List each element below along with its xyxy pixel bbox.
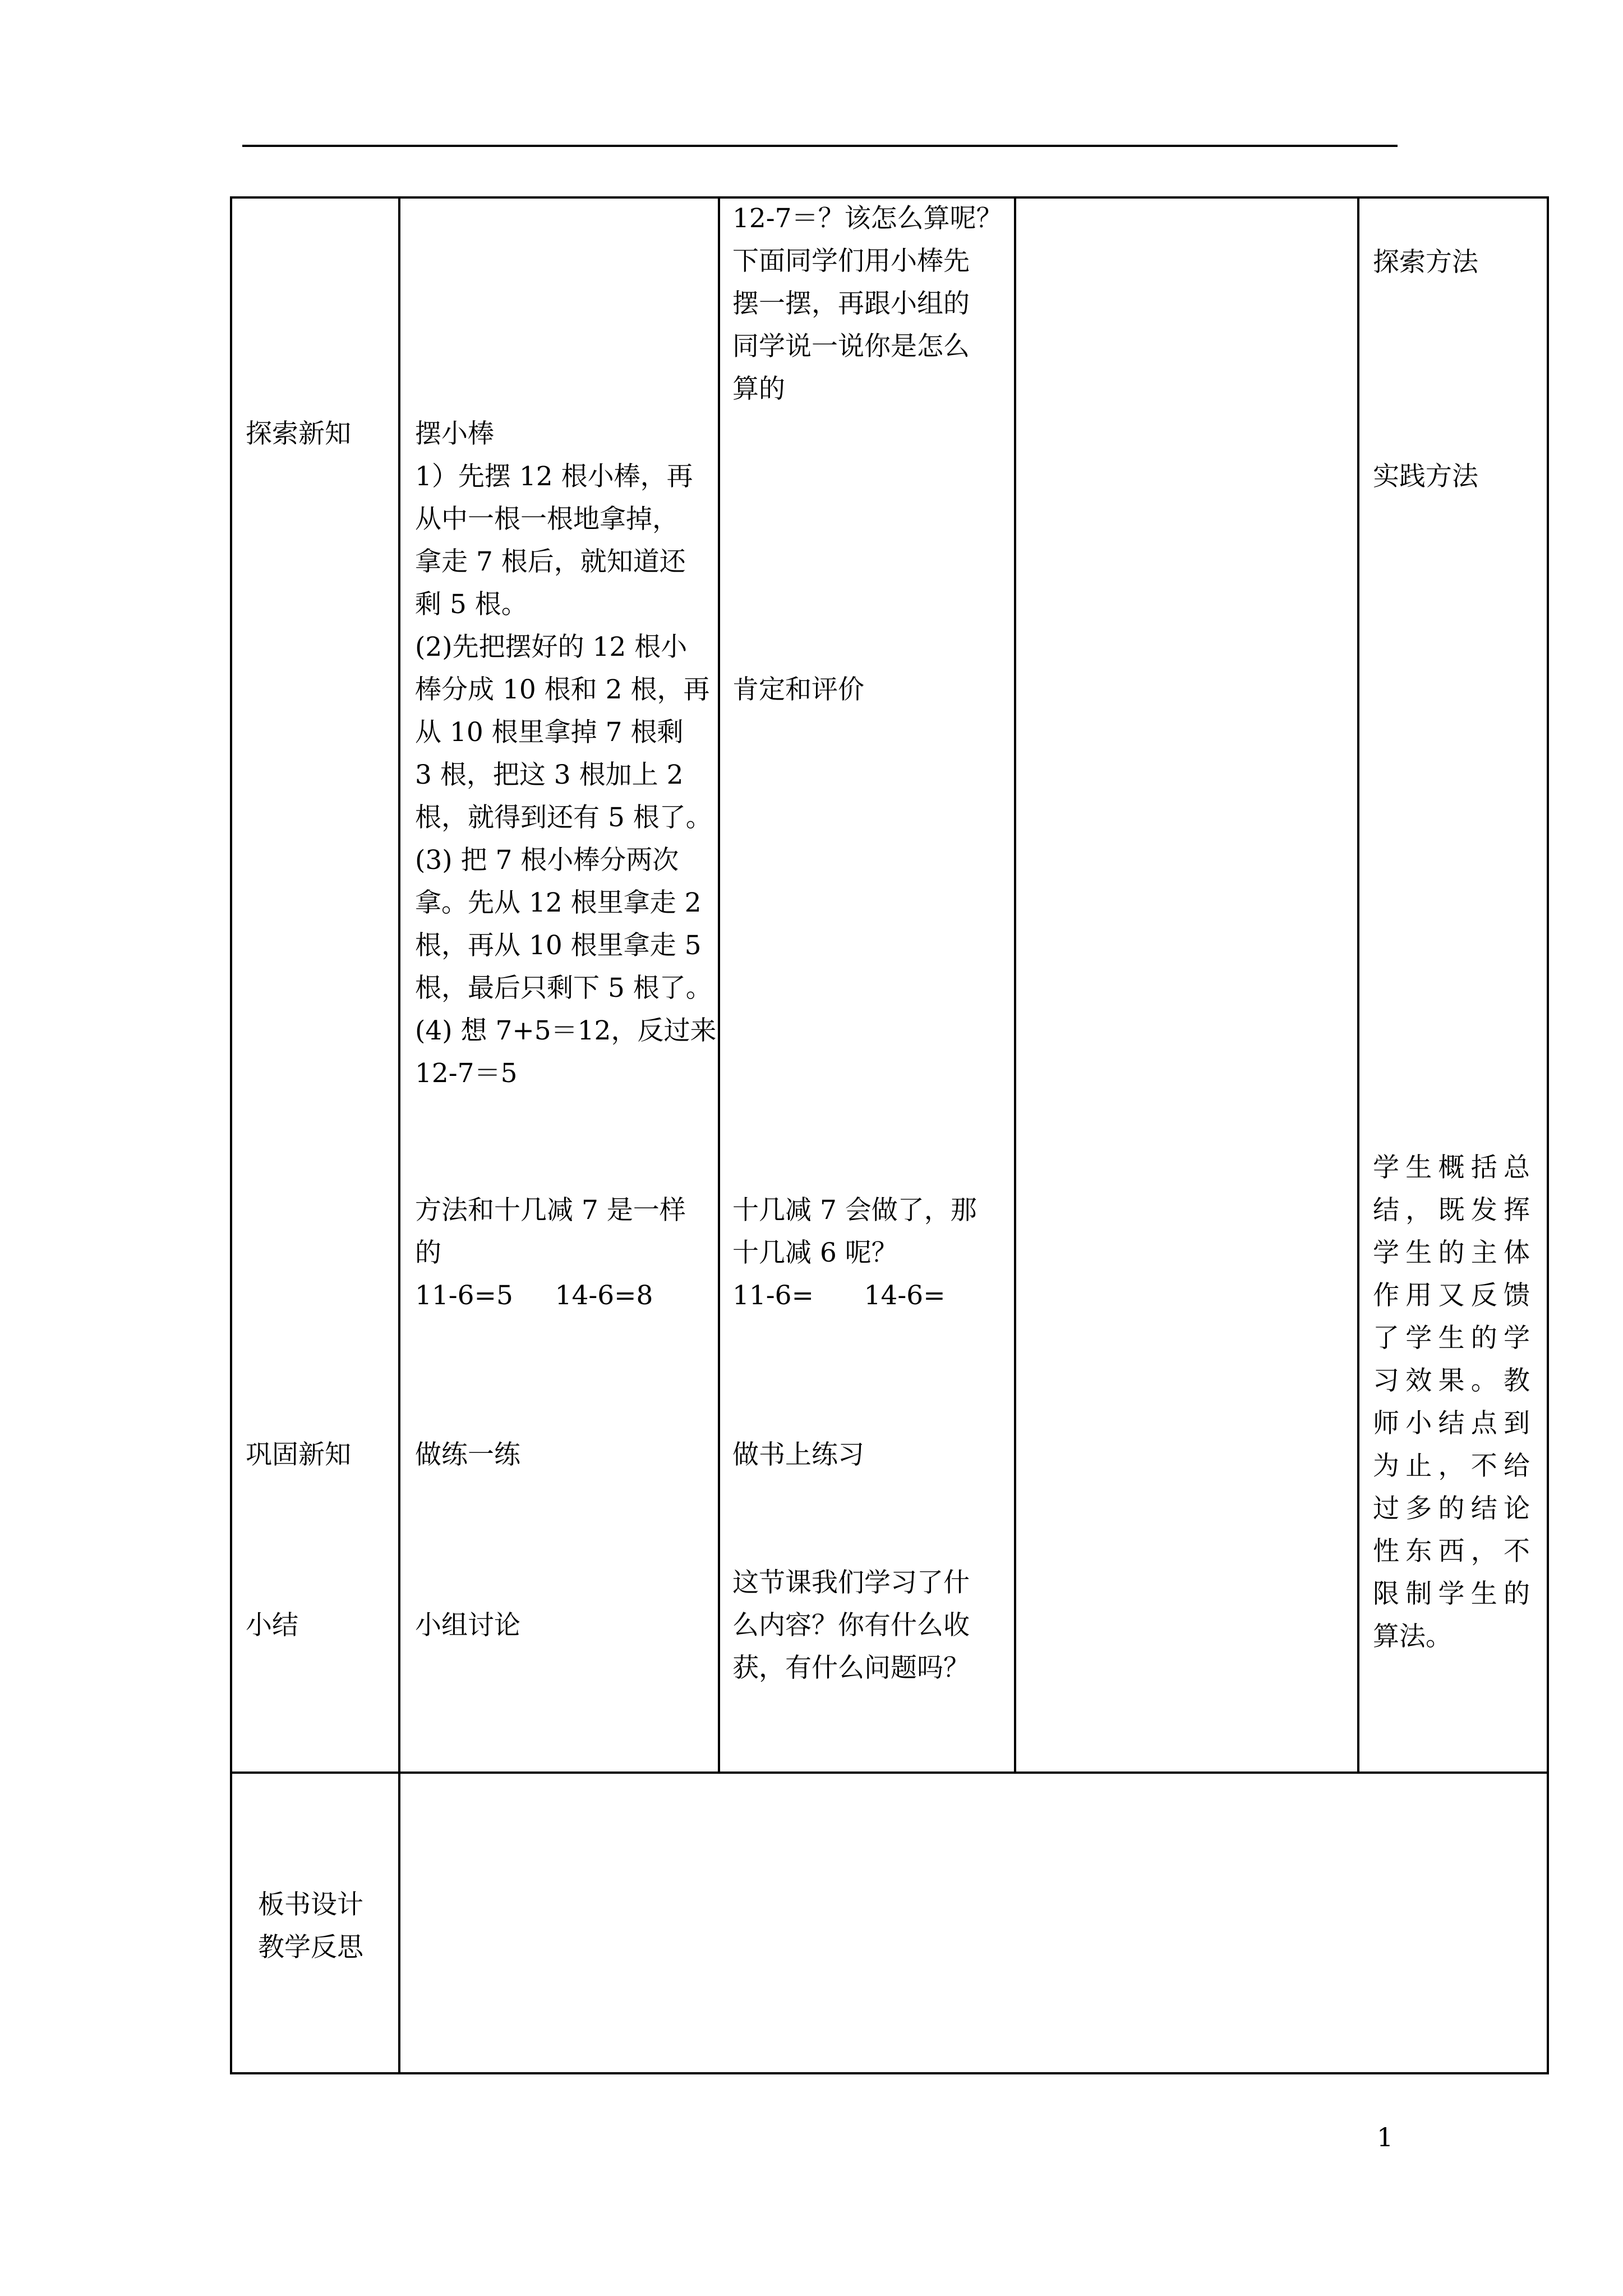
teacher-intro-line: 摆一摆，再跟小组的 xyxy=(732,288,970,319)
method-1-line: 从中一根一根地拿掉， xyxy=(415,504,679,535)
method-3-line: 拿。先从 12 根里拿走 2 xyxy=(415,887,702,918)
table-border-left xyxy=(230,196,232,2073)
table-border-right xyxy=(1547,196,1549,2073)
method-3-line: (3) 把 7 根小棒分两次 xyxy=(415,845,679,876)
intent-explore-method: 探索方法 xyxy=(1373,247,1478,278)
method-1-line: 拿走 7 根后，就知道还 xyxy=(415,546,686,577)
teacher-question-line: 十几减 7 会做了，那 xyxy=(732,1195,977,1226)
method-3-line: 根，最后只剩下 5 根了。 xyxy=(415,973,712,1004)
method-4-line: (4) 想 7+5＝12，反过来 xyxy=(415,1015,717,1046)
col-divider-4 xyxy=(1357,196,1359,1773)
student-calc: 11-6=5 14-6=8 xyxy=(415,1280,653,1311)
teacher-summary-line: 么内容？你有什么收 xyxy=(732,1610,970,1641)
col-divider-2 xyxy=(718,196,720,1773)
teacher-intro-line: 算的 xyxy=(732,374,785,404)
teacher-question xyxy=(732,1189,977,1274)
page-number: 1 xyxy=(1377,2122,1394,2152)
student-discussion: 小组讨论 xyxy=(415,1610,520,1641)
teacher-intro xyxy=(732,197,1003,411)
method-4 xyxy=(415,1010,716,1095)
teacher-intro-line: 同学说一说你是怎么 xyxy=(732,331,970,362)
method-same-note-line: 方法和十几减 7 是一样 xyxy=(415,1195,686,1226)
col-divider-1 xyxy=(398,196,400,2073)
row-divider xyxy=(230,1772,1549,1774)
method-2-line: 棒分成 10 根和 2 根，再 xyxy=(415,674,710,705)
teacher-question-line: 十几减 6 呢？ xyxy=(732,1237,898,1268)
method-same-note-line: 的 xyxy=(415,1237,441,1268)
method-4-line: 12-7＝5 xyxy=(415,1058,518,1089)
method-2-line: 根，就得到还有 5 根了。 xyxy=(415,802,712,833)
intent-summary: 学生概括总结，既发挥学生的主体作用又反馈了学生的学习效果。教师小结点到为止，不给过多的结论性东西，不限制学生的算法。 xyxy=(1373,1152,1530,1652)
label-banshu-sheji: 板书设计 xyxy=(258,1889,363,1920)
label-jiaoxue-fansi: 教学反思 xyxy=(258,1932,363,1963)
method-2 xyxy=(415,626,712,839)
method-same-note xyxy=(415,1189,686,1274)
col-divider-3 xyxy=(1014,196,1016,1773)
teacher-calc: 11-6= 14-6= xyxy=(732,1280,946,1311)
label-tansuo-xinzhi: 探索新知 xyxy=(246,418,351,449)
label-gonggu-xinzhi: 巩固新知 xyxy=(246,1439,351,1470)
student-practice: 做练一练 xyxy=(415,1439,520,1470)
table-border-bottom xyxy=(230,2072,1549,2074)
method-1-line: 1）先摆 12 根小棒，再 xyxy=(415,461,693,492)
method-2-line: 从 10 根里拿掉 7 根剩 xyxy=(415,717,684,748)
teacher-book-practice: 做书上练习 xyxy=(732,1439,864,1470)
teacher-summary-line: 这节课我们学习了什 xyxy=(732,1567,970,1598)
method-2-line: 3 根，把这 3 根加上 2 xyxy=(415,760,684,790)
method-1-line: 剩 5 根。 xyxy=(415,589,528,620)
method-1 xyxy=(415,455,693,626)
teacher-summary-question xyxy=(732,1562,970,1690)
teacher-evaluation: 肯定和评价 xyxy=(732,674,864,705)
teacher-intro-line: 12-7＝？该怎么算呢？ xyxy=(732,203,1003,234)
teacher-summary-line: 获，有什么问题吗？ xyxy=(732,1653,970,1683)
header-rule xyxy=(242,145,1398,147)
intent-practice-method: 实践方法 xyxy=(1373,461,1478,492)
teacher-intro-line: 下面同学们用小棒先 xyxy=(732,246,970,277)
label-xiaojie: 小结 xyxy=(246,1610,298,1641)
method-3-line: 根，再从 10 根里拿走 5 xyxy=(415,930,702,961)
method-3 xyxy=(415,839,712,1010)
student-activity-title: 摆小棒 xyxy=(415,418,494,449)
method-2-line: (2)先把摆好的 12 根小 xyxy=(415,632,688,662)
